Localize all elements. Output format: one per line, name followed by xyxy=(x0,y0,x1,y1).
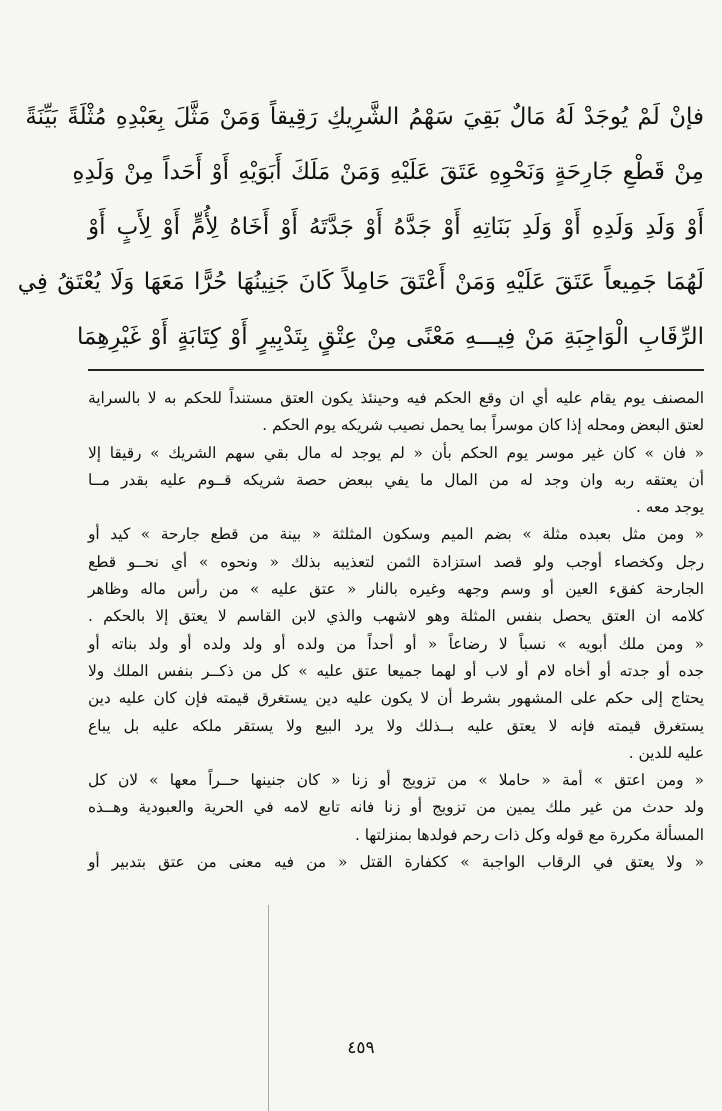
main-text-line: مِنْ قَطْعِ جَارِحَةٍ وَنَحْوِهِ عَتَقَ عَلَيْهِ وَمَنْ مَلَكَ أَبَوَيْهِ أَوْ أَحَداً مِنْ وَلَدِهِ xyxy=(72,159,704,185)
commentary-line: « ومن ملك أبويه » نسباً لا رضاعاً « أو أحداً من ولده أو ولد ولده أو ولد بناته أو xyxy=(88,634,704,653)
main-text-line: لَهُمَا جَمِيعاً عَتَقَ عَلَيْهِ وَمَنْ أَعْتَقَ حَامِلاً كَانَ جَنِينُهَا حُرًّا مَعَهَا وَلَا يُعْتَقُ فِي xyxy=(17,269,704,295)
commentary-line: ولد حدث من غير ملك يمين من تزويج أو زنا فانه تابع لامه في الحرية والعبودية وهــذه xyxy=(88,798,704,817)
commentary-line: « ومن اعتق » أمة « حاملا » من تزويج أو زنا « كان جنينها حــراً معها » لان كل xyxy=(88,771,704,790)
commentary-line: يستغرق قيمته فإنه لا يعتق عليه بــذلك ولا يرد البيع ولا يستقر ملكه عليه بل يباع xyxy=(88,716,704,735)
commentary-line: جده أو جدته أو أخاه لام أو لاب أو لهما جميعا عتق عليه » كل من ذكــر بنفس الملك ولا xyxy=(88,661,704,680)
commentary-line: عليه للدين . xyxy=(628,743,704,762)
separator-rule xyxy=(88,369,704,371)
commentary-line: « فان » كان غير موسر يوم الحكم بأن « لم يوجد له مال بقي سهم الشريك » رقيقا إلا xyxy=(88,443,704,462)
commentary-line: المسألة مكررة مع قوله وكل ذات رحم فولدها بمنزلتها . xyxy=(355,825,704,844)
main-text-line: الرِّقَابِ الْوَاجِبَةِ مَنْ فِيـــهِ مَعْنًى مِنْ عِتْقٍ بِتَدْبِيرٍ أَوْ كِتَابَةٍ أَوْ غَيْرِهِمَا xyxy=(77,324,704,350)
commentary-block xyxy=(88,385,704,876)
commentary-line: المصنف يوم يقام عليه أي ان وقع الحكم فيه وحينئذ يكون العتق مستنداً للحكم به لا بالسراية xyxy=(88,389,704,407)
page-number: ٤٥٩ xyxy=(347,1038,375,1058)
commentary-line: يوجد معه . xyxy=(635,498,704,517)
commentary-line: « ولا يعتق في الرقاب الواجبة » ككفارة القتل « من فيه معنى من عتق بتدبير أو xyxy=(88,853,704,872)
commentary-line: يحتاج إلى حكم على المشهور بشرط أن لا يكون عليه دين يستغرق قيمته فإن كان عليه دين xyxy=(88,689,704,708)
commentary-line: لعتق البعض ومحله إذا كان موسراً بما يحمل نصيب شريكه يوم الحكم . xyxy=(262,416,704,435)
commentary-line: كلامه ان العتق يحصل بنفس المثلة وهو لاشهب والذي لابن القاسم لا يعتق إلا بالحكم . xyxy=(88,607,704,626)
scan-crease-line xyxy=(268,905,269,1111)
commentary-line: الجارحة كفقء العين أو وسم وجهه وغيره بالنار « عتق عليه » من رأس ماله وظاهر xyxy=(88,580,704,599)
main-text-block xyxy=(17,90,704,365)
commentary-line: أن يعتقه ربه وان وجد له من المال ما يفي ببعض حصة شريكه قــوم عليه بقدر مــا xyxy=(88,470,704,489)
main-text-line: فإنْ لَمْ يُوجَدْ لَهُ مَالٌ بَقِيَ سَهْمُ الشَّرِيكِ رَقِيقاً وَمَنْ مَثَّلَ بِعَبْدِهِ مُثْلَةً بَيِّنَةً xyxy=(25,104,704,130)
commentary-line: رجل وكخصاء أوجب ولو قصد استزادة الثمن لتعذيبه بذلك « ونحوه » أي نحــو قطع xyxy=(88,552,704,571)
commentary-line: « ومن مثل بعبده مثلة » بضم الميم وسكون المثلثة « بينة من قطع جارحة » كيد أو xyxy=(88,525,704,544)
main-text-line: أَوْ وَلَدِ وَلَدِهِ أَوْ وَلَدِ بَنَاتِهِ أَوْ جَدَّهُ أَوْ جَدَّتَهُ أَوْ أَخَاهُ لِأُمٍّ أَوْ لِأَبٍ أَوْ xyxy=(88,214,704,240)
